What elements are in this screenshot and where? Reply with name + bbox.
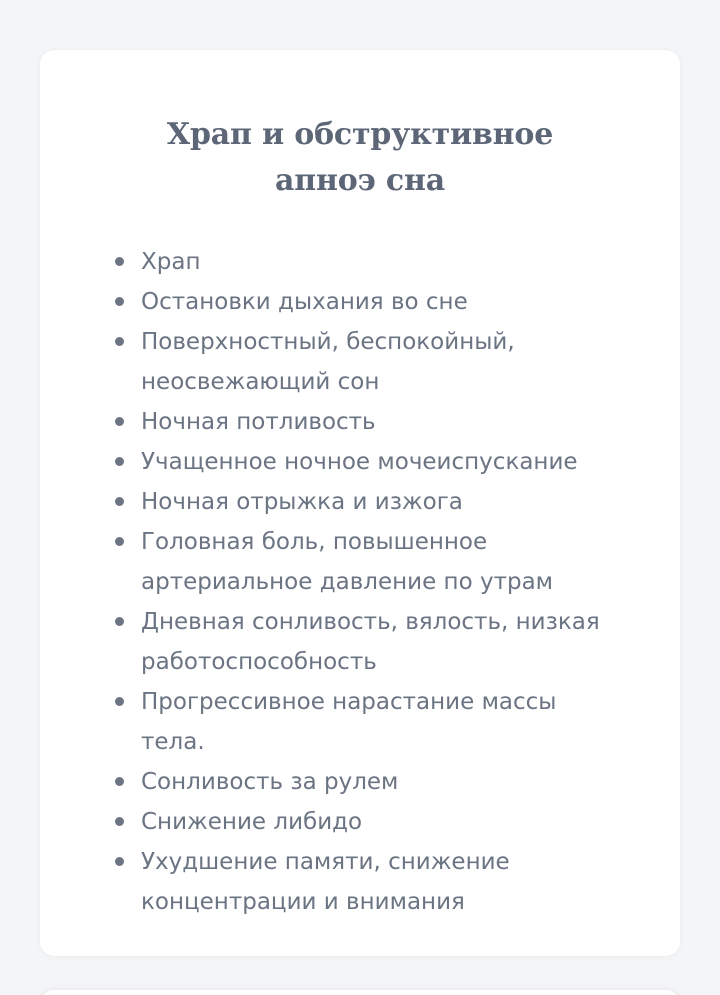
symptom-item-daytime-sleepiness: Дневная сонливость, вялость, низкая работоспособность [113, 602, 611, 682]
symptoms-card [40, 50, 680, 956]
card-title [100, 112, 620, 204]
symptom-item-weight-gain: Прогрессивное нарастание массы тела. [113, 682, 611, 762]
symptom-item-snoring: Храп [113, 242, 611, 282]
symptom-item-drowsy-driving: Сонливость за рулем [113, 762, 611, 802]
next-card-edge [40, 990, 680, 995]
symptom-item-heartburn: Ночная отрыжка и изжога [113, 482, 611, 522]
symptom-item-memory-concentration: Ухудшение памяти, снижение концентрации и внимания [113, 842, 611, 922]
symptom-item-night-urination: Учащенное ночное мочеиспускание [113, 442, 611, 482]
symptom-item-low-libido: Снижение либидо [113, 802, 611, 842]
symptom-item-restless-sleep: Поверхностный, беспокойный, неосвежающий сон [113, 322, 611, 402]
symptom-item-morning-headache: Головная боль, повышенное артериальное давление по утрам [113, 522, 611, 602]
symptom-list [40, 242, 680, 922]
card-title-line-1: Храп и обструктивное [166, 117, 554, 152]
symptom-item-breathing-pauses: Остановки дыхания во сне [113, 282, 611, 322]
symptom-item-night-sweats: Ночная потливость [113, 402, 611, 442]
card-title-line-2: апноэ сна [275, 163, 445, 198]
